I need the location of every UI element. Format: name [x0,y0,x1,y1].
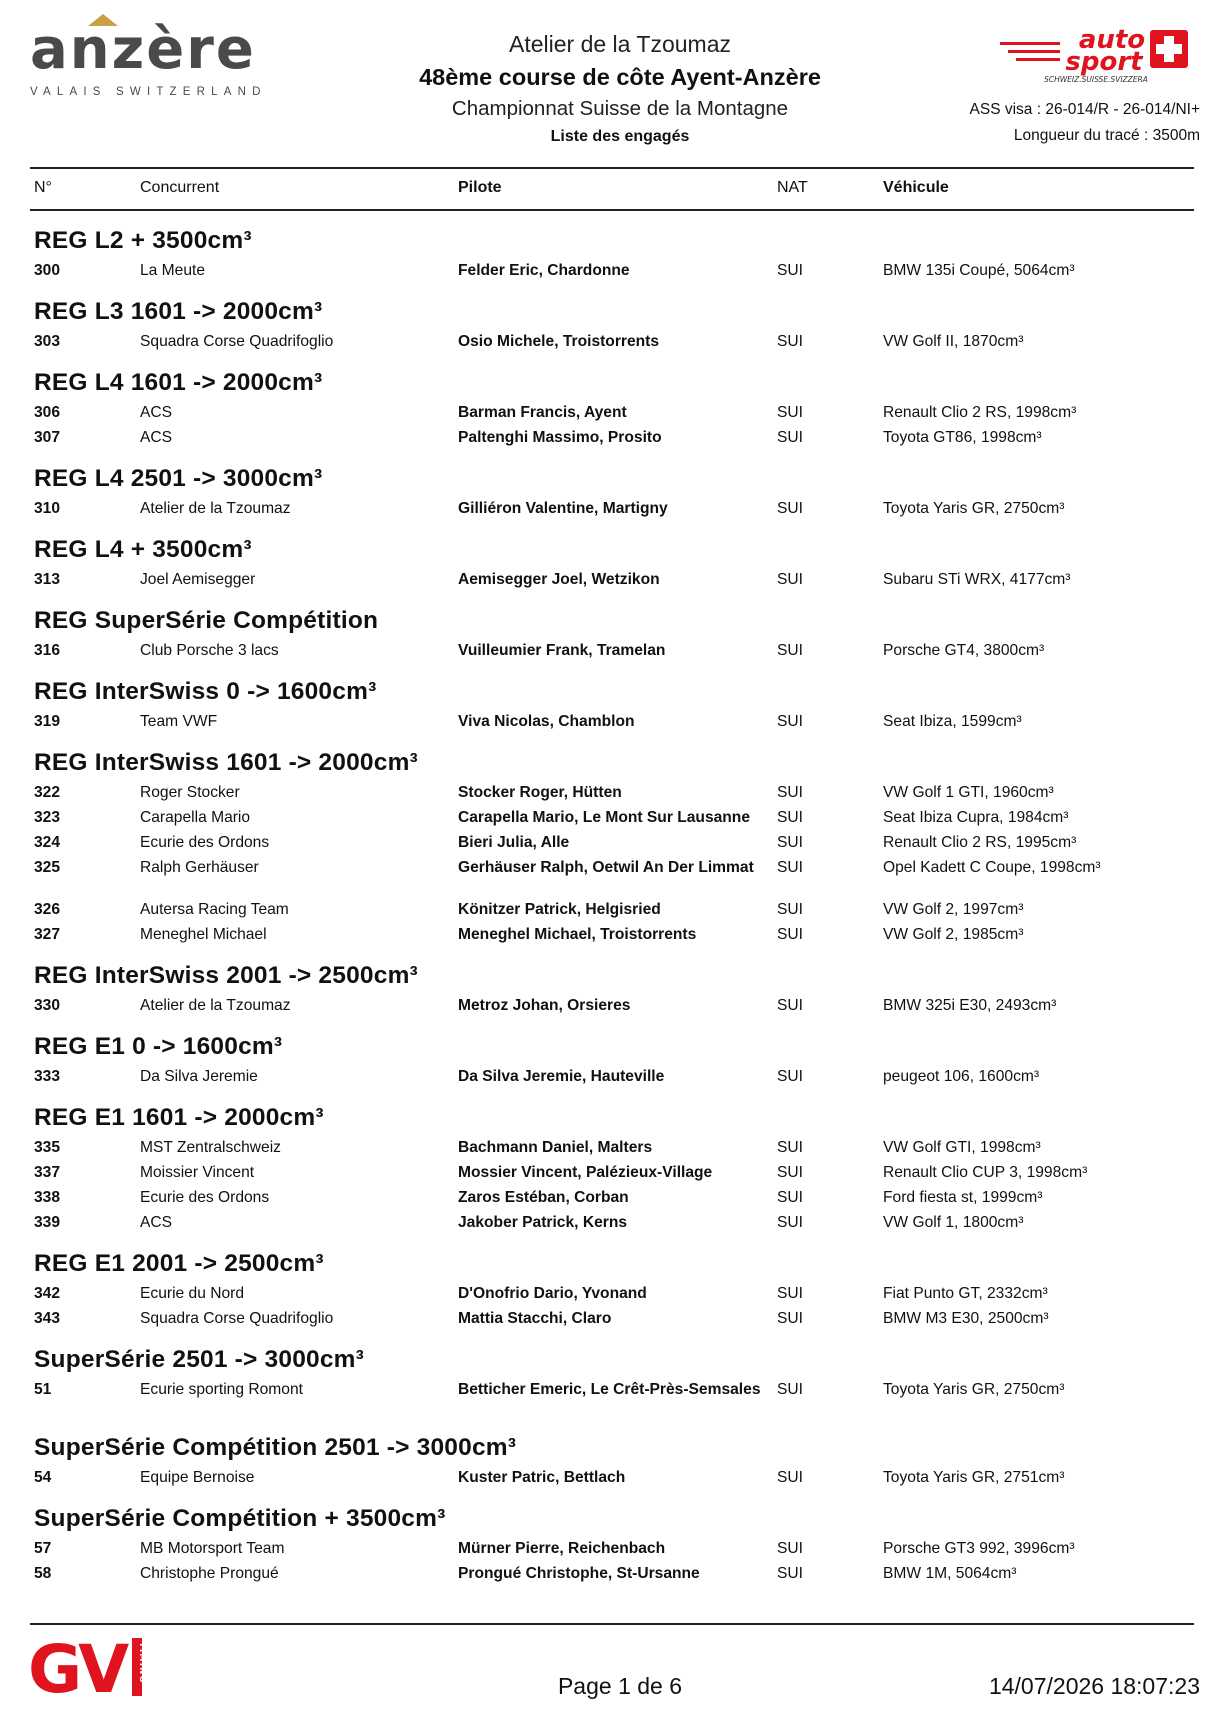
entry-row [30,1307,1194,1332]
entry-number: 337 [34,1164,61,1181]
entry-row [30,1537,1194,1562]
entry-number: 306 [34,404,61,421]
entry-concurrent: Ralph Gerhäuser [140,859,259,876]
entry-row [30,568,1194,593]
entry-pilot: Bieri Julia, Alle [458,834,570,851]
organizer: Atelier de la Tzoumaz [508,31,731,57]
entry-pilot: Mattia Stacchi, Claro [458,1310,612,1327]
entry-nationality: SUI [777,571,803,588]
class-section [30,1249,1194,1332]
entry-number: 326 [34,901,61,918]
logo-word-sport: sport [1065,47,1143,77]
class-title: REG L3 1601 -> 2000cm³ [34,298,323,325]
entry-list [30,226,1194,1600]
entry-concurrent: ACS [140,404,173,421]
entry-vehicle: Fiat Punto GT, 2332cm³ [883,1285,1048,1302]
class-title: SuperSérie Compétition + 3500cm³ [34,1505,446,1532]
entry-vehicle: BMW 1M, 5064cm³ [883,1565,1017,1582]
class-section [30,1345,1194,1420]
entry-vehicle: BMW 135i Coupé, 5064cm³ [883,262,1075,279]
entry-pilot: Felder Eric, Chardonne [458,262,630,279]
class-title: REG InterSwiss 0 -> 1600cm³ [34,678,377,705]
entry-vehicle: Porsche GT3 992, 3996cm³ [883,1540,1075,1557]
entry-pilot: Barman Francis, Ayent [458,404,627,421]
class-section [30,226,1194,284]
entry-vehicle: Seat Ibiza Cupra, 1984cm³ [883,809,1069,826]
gv-side-text: TIMING [138,1642,147,1684]
entry-pilot: Stocker Roger, Hütten [458,784,622,801]
entry-concurrent: ACS [140,429,173,446]
entry-concurrent: Squadra Corse Quadrifoglio [140,333,334,350]
entry-number: 342 [34,1285,61,1302]
col-num: N° [34,179,52,196]
class-section [30,1103,1194,1236]
entry-pilot: Osio Michele, Troistorrents [458,333,660,350]
entry-pilot: Mürner Pierre, Reichenbach [458,1540,666,1557]
entry-pilot: Viva Nicolas, Chamblon [458,713,635,730]
entry-nationality: SUI [777,1068,803,1085]
class-section [30,1032,1194,1090]
class-title: SuperSérie Compétition 2501 -> 3000cm³ [34,1434,517,1461]
entry-vehicle: BMW 325i E30, 2493cm³ [883,997,1057,1014]
entry-vehicle: Renault Clio 2 RS, 1995cm³ [883,834,1077,851]
entry-number: 313 [34,571,61,588]
entry-number: 307 [34,429,61,446]
class-title: REG E1 0 -> 1600cm³ [34,1033,283,1060]
class-section [30,368,1194,451]
list-title: Liste des engagés [550,128,690,145]
class-title: REG SuperSérie Compétition [34,607,379,634]
entry-concurrent: Ecurie sporting Romont [140,1381,303,1398]
entry-concurrent: Carapella Mario [140,809,251,826]
entry-concurrent: Roger Stocker [140,784,240,801]
header-info [970,97,1200,149]
entry-pilot: Prongué Christophe, St-Ursanne [458,1565,700,1582]
entry-row [30,831,1194,856]
entry-vehicle: Porsche GT4, 3800cm³ [883,642,1045,659]
class-title: REG InterSwiss 2001 -> 2500cm³ [34,962,418,989]
entry-concurrent: Christophe Prongué [140,1565,279,1582]
entry-row [30,497,1194,522]
footer-divider [30,1623,1194,1625]
entry-row [30,806,1194,831]
entry-vehicle: VW Golf 2, 1985cm³ [883,926,1024,943]
class-section [30,1504,1194,1587]
entry-vehicle: Toyota Yaris GR, 2751cm³ [883,1469,1065,1486]
entry-nationality: SUI [777,1381,803,1398]
entry-nationality: SUI [777,262,803,279]
entry-concurrent: Moissier Vincent [140,1164,255,1181]
logo-word-auto: auto [1078,25,1146,55]
entry-number: 316 [34,642,61,659]
entry-pilot: Metroz Johan, Orsieres [458,997,631,1014]
entry-row [30,426,1194,451]
entry-concurrent: Ecurie du Nord [140,1285,245,1302]
anzere-logo-tagline: VALAIS SWITZERLAND [30,86,267,98]
entry-vehicle: Toyota Yaris GR, 2750cm³ [883,500,1065,517]
entry-row [30,1065,1194,1090]
entry-vehicle: peugeot 106, 1600cm³ [883,1068,1040,1085]
entry-vehicle: Toyota Yaris GR, 2750cm³ [883,1381,1065,1398]
column-header [30,167,1194,211]
entry-vehicle: Ford fiesta st, 1999cm³ [883,1189,1043,1206]
entry-concurrent: Equipe Bernoise [140,1469,255,1486]
entry-number: 54 [34,1469,52,1486]
entry-vehicle: Renault Clio CUP 3, 1998cm³ [883,1164,1088,1181]
print-timestamp: 14/07/2026 18:07:23 [988,1673,1200,1699]
entry-nationality: SUI [777,500,803,517]
entry-pilot: Gilliéron Valentine, Martigny [458,500,668,517]
entry-nationality: SUI [777,997,803,1014]
entry-row [30,1562,1194,1587]
entry-nationality: SUI [777,1540,803,1557]
entry-concurrent: Atelier de la Tzoumaz [140,997,291,1014]
entry-concurrent: Team VWF [140,713,218,730]
entry-row [30,1378,1194,1420]
entry-nationality: SUI [777,1565,803,1582]
entry-nationality: SUI [777,404,803,421]
entry-row [30,994,1194,1019]
entry-nationality: SUI [777,834,803,851]
entry-nationality: SUI [777,1469,803,1486]
entry-row [30,259,1194,284]
entry-vehicle: BMW M3 E30, 2500cm³ [883,1310,1049,1327]
entry-concurrent: Club Porsche 3 lacs [140,642,279,659]
entry-nationality: SUI [777,429,803,446]
entry-number: 58 [34,1565,52,1582]
entry-row [30,923,1194,948]
entry-nationality: SUI [777,642,803,659]
entry-nationality: SUI [777,809,803,826]
entry-nationality: SUI [777,784,803,801]
entry-concurrent: ACS [140,1214,173,1231]
entry-pilot: Aemisegger Joel, Wetzikon [458,571,660,588]
col-pilot: Pilote [458,179,502,196]
entry-row [30,1161,1194,1186]
entry-row [30,781,1194,806]
entry-nationality: SUI [777,1310,803,1327]
speed-lines [1000,42,1060,61]
entry-vehicle: Toyota GT86, 1998cm³ [883,429,1042,446]
entry-vehicle: VW Golf II, 1870cm³ [883,333,1024,350]
entry-row [30,1282,1194,1307]
class-section [30,464,1194,522]
anzere-logo [30,17,280,102]
entry-concurrent: Autersa Racing Team [140,901,289,918]
entry-nationality: SUI [777,901,803,918]
col-vehicle: Véhicule [883,179,949,196]
entry-pilot: Könitzer Patrick, Helgisried [458,901,661,918]
class-title: REG L4 2501 -> 3000cm³ [34,465,323,492]
entry-number: 338 [34,1189,61,1206]
entry-concurrent: MST Zentralschweiz [140,1139,281,1156]
entry-number: 327 [34,926,61,943]
logo-tagline: SCHWEIZ.SUISSE.SVIZZERA [1044,75,1148,84]
entry-concurrent: MB Motorsport Team [140,1540,285,1557]
entry-vehicle: VW Golf 2, 1997cm³ [883,901,1024,918]
class-section [30,535,1194,593]
entry-nationality: SUI [777,859,803,876]
class-section [30,961,1194,1019]
entry-number: 319 [34,713,61,730]
entry-nationality: SUI [777,926,803,943]
entry-number: 310 [34,500,61,517]
entry-number: 57 [34,1540,52,1557]
class-title: REG L4 + 3500cm³ [34,536,252,563]
class-section [30,606,1194,664]
entry-nationality: SUI [777,1285,803,1302]
gv-letters: GV [28,1631,126,1702]
entry-pilot: Carapella Mario, Le Mont Sur Lausanne [458,809,751,826]
entry-concurrent: Ecurie des Ordons [140,834,270,851]
entry-row [30,330,1194,355]
class-title: REG L2 + 3500cm³ [34,227,252,254]
entry-number: 330 [34,997,61,1014]
entry-nationality: SUI [777,1189,803,1206]
entry-nationality: SUI [777,333,803,350]
entry-nationality: SUI [777,1164,803,1181]
entry-number: 323 [34,809,61,826]
entry-row [30,856,1194,898]
class-section [30,1433,1194,1491]
page-number: Page 1 de 6 [557,1673,683,1699]
entry-number: 322 [34,784,61,801]
entry-vehicle: Subaru STi WRX, 4177cm³ [883,571,1071,588]
entry-number: 51 [34,1381,52,1398]
entry-vehicle: Opel Kadett C Coupe, 1998cm³ [883,859,1101,876]
entry-concurrent: Squadra Corse Quadrifoglio [140,1310,334,1327]
entry-nationality: SUI [777,713,803,730]
championship: Championnat Suisse de la Montagne [451,97,789,120]
entry-number: 333 [34,1068,61,1085]
col-nat: NAT [777,179,808,196]
entry-row [30,898,1194,923]
entry-row [30,1186,1194,1211]
class-title: REG InterSwiss 1601 -> 2000cm³ [34,749,418,776]
entry-vehicle: VW Golf 1, 1800cm³ [883,1214,1024,1231]
entry-pilot: Vuilleumier Frank, Tramelan [458,642,666,659]
entry-number: 339 [34,1214,61,1231]
entry-pilot: Meneghel Michael, Troistorrents [458,926,697,943]
entry-pilot: Bachmann Daniel, Malters [458,1139,653,1156]
class-section [30,748,1194,948]
document-header [390,28,850,150]
entry-concurrent: Da Silva Jeremie [140,1068,258,1085]
entry-number: 324 [34,834,61,851]
ass-visa: ASS visa : 26-014/R - 26-014/NI+ [969,101,1200,118]
entry-number: 343 [34,1310,61,1327]
entry-concurrent: Atelier de la Tzoumaz [140,500,291,517]
entry-number: 335 [34,1139,61,1156]
entry-number: 300 [34,262,61,279]
entry-vehicle: VW Golf 1 GTI, 1960cm³ [883,784,1054,801]
entry-row [30,1466,1194,1491]
class-title: REG E1 2001 -> 2500cm³ [34,1250,324,1277]
col-concurrent: Concurrent [140,179,220,196]
entry-concurrent: Joel Aemisegger [140,571,256,588]
auto-sport-logo [1000,20,1200,84]
entry-nationality: SUI [777,1139,803,1156]
entry-concurrent: La Meute [140,262,206,279]
entry-pilot: Mossier Vincent, Palézieux-Village [458,1164,713,1181]
swiss-cross-icon [1150,30,1188,68]
entry-pilot: Betticher Emeric, Le Crêt-Près-Semsales [458,1381,761,1398]
anzere-logo-word: anzère [30,17,256,82]
entry-pilot: Paltenghi Massimo, Prosito [458,429,662,446]
class-title: REG E1 1601 -> 2000cm³ [34,1104,324,1131]
gv-timing-logo [28,1630,158,1702]
entry-number: 303 [34,333,61,350]
entry-vehicle: VW Golf GTI, 1998cm³ [883,1139,1041,1156]
entry-row [30,1136,1194,1161]
entry-pilot: Zaros Estéban, Corban [458,1189,629,1206]
entry-pilot: Gerhäuser Ralph, Oetwil An Der Limmat [458,859,754,876]
entry-pilot: Kuster Patric, Bettlach [458,1469,626,1486]
track-length: Longueur du tracé : 3500m [1013,127,1200,144]
entry-concurrent: Ecurie des Ordons [140,1189,270,1206]
entry-pilot: Da Silva Jeremie, Hauteville [458,1068,665,1085]
entry-vehicle: Renault Clio 2 RS, 1998cm³ [883,404,1077,421]
entry-vehicle: Seat Ibiza, 1599cm³ [883,713,1022,730]
entry-row [30,639,1194,664]
entry-row [30,710,1194,735]
entry-number: 325 [34,859,61,876]
entry-pilot: D'Onofrio Dario, Yvonand [458,1285,647,1302]
class-title: SuperSérie 2501 -> 3000cm³ [34,1346,365,1373]
class-section [30,677,1194,735]
class-title: REG L4 1601 -> 2000cm³ [34,369,323,396]
entry-concurrent: Meneghel Michael [140,926,267,943]
class-section [30,297,1194,355]
entry-row [30,401,1194,426]
entry-row [30,1211,1194,1236]
event-title: 48ème course de côte Ayent-Anzère [419,64,821,90]
entry-nationality: SUI [777,1214,803,1231]
entry-pilot: Jakober Patrick, Kerns [458,1214,628,1231]
